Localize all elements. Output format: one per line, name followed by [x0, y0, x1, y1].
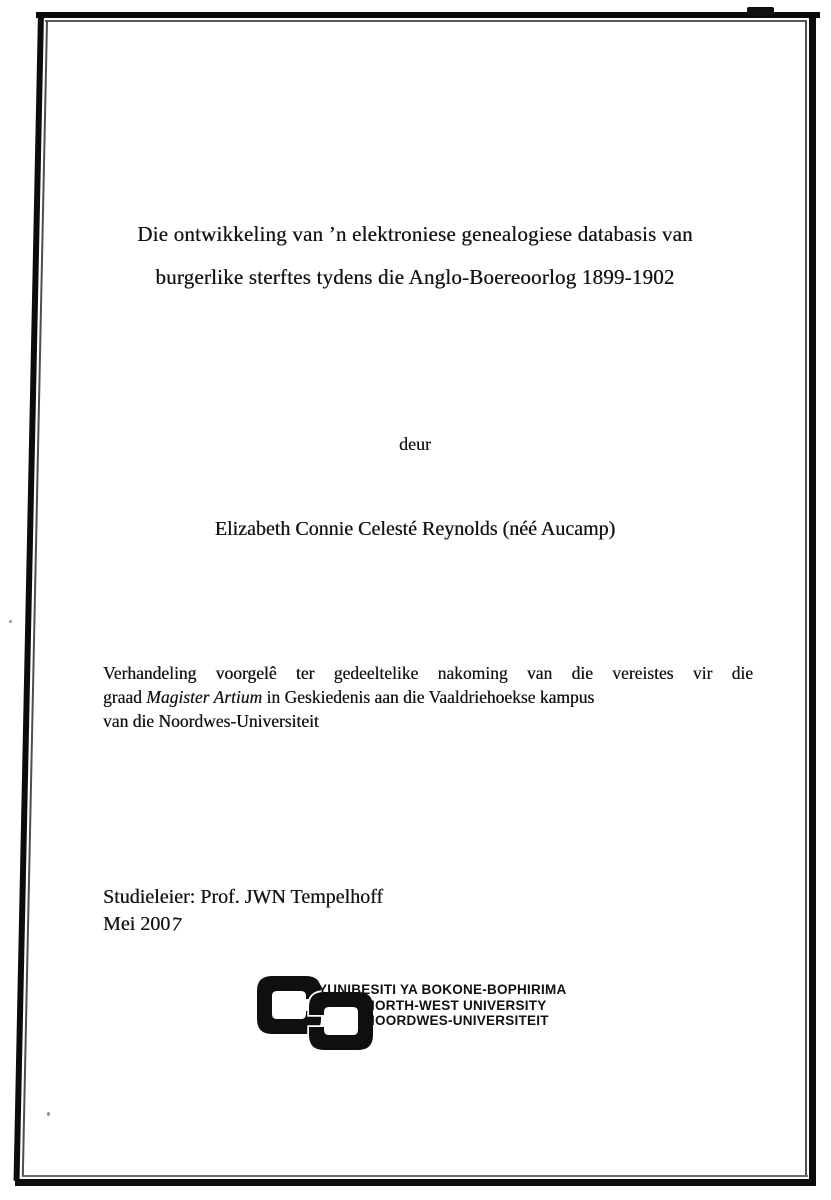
- title-line-2: burgerlike sterftes tydens die Anglo-Boereoorlog 1899-1902: [155, 265, 675, 289]
- supervisor-line: Studieleier: Prof. JWN Tempelhoff: [103, 886, 384, 908]
- statement-line-1: Verhandeling voorgelê ter gedeeltelike nakoming van die vereistes vir die: [103, 663, 753, 683]
- frame-inner-line-right: [805, 20, 807, 1177]
- university-logo: [257, 974, 587, 1054]
- author-name: Elizabeth Connie Celesté Reynolds (néé Aucamp): [214, 518, 616, 540]
- page-title: [85, 213, 745, 299]
- submission-statement: [103, 661, 753, 733]
- frame-inner-line-bottom: [22, 1175, 808, 1177]
- statement-line2-post: in Geskiedenis aan die Vaaldriehoekse kampus: [262, 687, 595, 707]
- degree-name: Magister Artium: [146, 687, 263, 707]
- university-logo-text: [318, 982, 567, 1029]
- logo-line-afrikaans: NOORDWES-UNIVERSITEIT: [365, 1013, 549, 1029]
- statement-line2-pre: graad: [103, 687, 147, 707]
- frame-border-bottom: [15, 1179, 816, 1186]
- date-prefix: Mei 200: [103, 913, 171, 935]
- frame-border-right: [809, 12, 816, 1186]
- logo-line-setswana: YUNIBESITI YA BOKONE-BOPHIRIMA: [318, 982, 567, 997]
- frame-border-left: [14, 13, 44, 1181]
- scan-speck: [47, 1112, 50, 1116]
- date-last-digit: 7: [170, 913, 183, 937]
- frame-border-top: [36, 12, 820, 18]
- statement-line-2: [103, 685, 753, 709]
- statement-line-3: van die Noordwes-Universiteit: [103, 711, 319, 731]
- frame-inner-line-top: [45, 20, 805, 22]
- scan-speck: [9, 620, 12, 623]
- date-line: [103, 911, 383, 938]
- title-line-1: Die ontwikkeling van ’n elektroniese genealogiese databasis van: [137, 222, 693, 246]
- logo-line-english: NORTH-WEST UNIVERSITY: [365, 997, 547, 1013]
- byline-deur: deur: [399, 434, 431, 454]
- supervisor-block: [103, 884, 383, 938]
- scan-artifact: [747, 7, 774, 15]
